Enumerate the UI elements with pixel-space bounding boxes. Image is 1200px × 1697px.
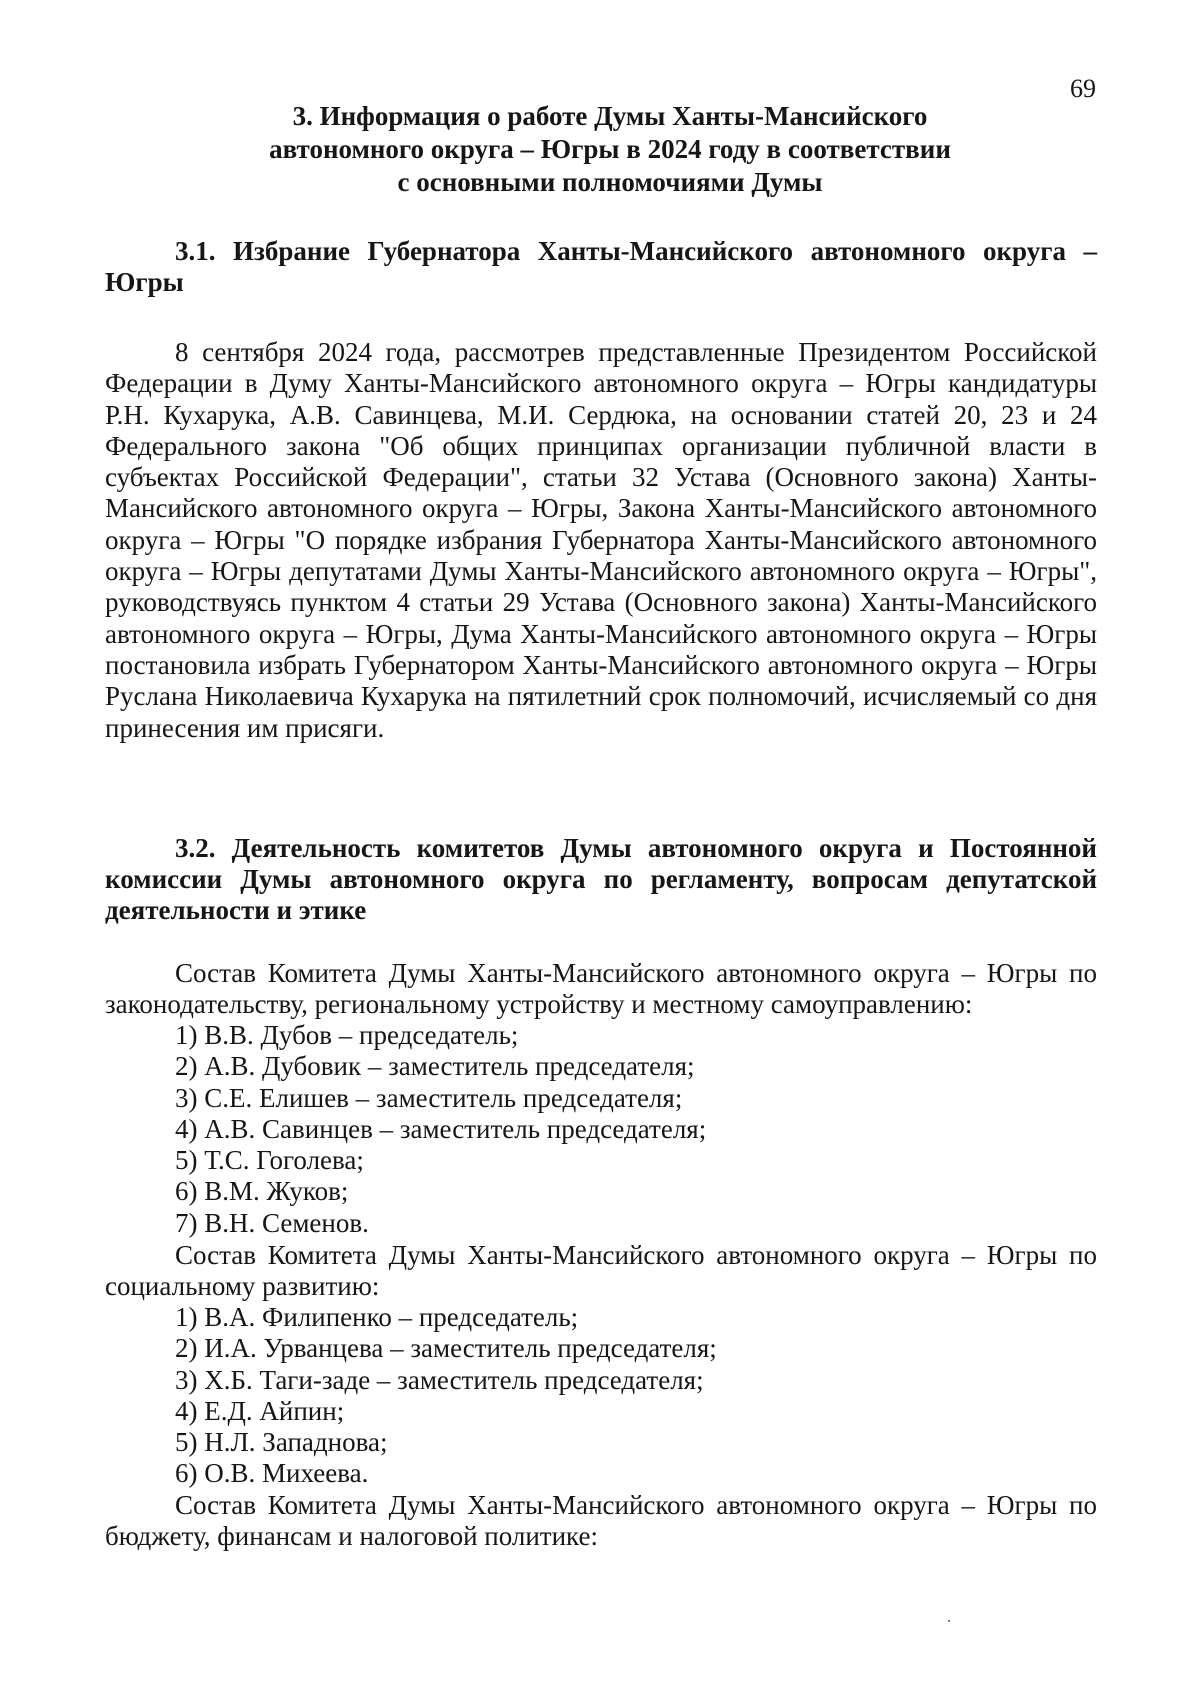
committee-intro-social: Состав Комитета Думы Ханты-Мансийского автономного округа – Югры по социальному развитию:: [105, 1240, 1097, 1302]
committee-member-list-legislation: [175, 1020, 706, 1239]
page-number: 69: [1070, 74, 1096, 103]
governor-election-paragraph: 8 сентября 2024 года, рассмотрев представленные Президентом Российской Федерации в Думу Ханты-Мансийского автономного округа – Югры кандидатуры Р.Н. Кухарука, А.В. Савинцева, М.И. Сердюка, на основании статей 20, 23 и 24 Федерального закона "Об общих принципах организации публичной власти в субъектах Российской Федерации", статьи 32 Устава (Основного закона) Ханты-Мансийского автономного округа – Югры, Закона Ханты-Мансийского автономного округа – Югры "О порядке избрания Губернатора Ханты-Мансийского автономного округа – Югры депутатами Думы Ханты-Мансийского автономного округа – Югры", руководствуясь пунктом 4 статьи 29 Устава (Основного закона) Ханты-Мансийского автономного округа – Югры, Дума Ханты-Мансийского автономного округа – Югры постановила избрать Губернатором Ханты-Мансийского автономного округа – Югры Руслана Николаевича Кухарука на пятилетний срок полномочий, исчисляемый со дня принесения им присяги.: [105, 337, 1097, 743]
subsection-heading-3-2: 3.2. Деятельность комитетов Думы автономного округа и Постоянной комиссии Думы автономного округа по регламенту, вопросам депутатской деятельности и этике: [105, 833, 1097, 925]
committee-member: 5) Н.Л. Западнова;: [175, 1427, 388, 1458]
section-title-line: автономного округа – Югры в 2024 году в соответствии: [269, 134, 951, 164]
scan-speck: [948, 1620, 950, 1622]
subsection-heading-3-1: 3.1. Избрание Губернатора Ханты-Мансийского автономного округа – Югры: [105, 236, 1097, 297]
section-title-line: с основными полномочиями Думы: [397, 167, 823, 197]
committee-intro-legislation: Состав Комитета Думы Ханты-Мансийского автономного округа – Югры по законодательству, региональному устройству и местному самоуправлению:: [105, 958, 1097, 1020]
committee-member: 1) В.А. Филипенко – председатель;: [175, 1302, 579, 1332]
section-title: [170, 100, 1050, 199]
committee-member: 6) В.М. Жуков;: [175, 1176, 349, 1207]
committee-member: 4) А.В. Савинцев – заместитель председателя;: [175, 1113, 707, 1144]
committee-member-list-social: [175, 1302, 717, 1490]
committee-member: 2) И.А. Урванцева – заместитель председателя;: [175, 1333, 717, 1364]
committee-member: 7) В.Н. Семенов.: [175, 1207, 369, 1238]
committee-member: 5) Т.С. Гоголева;: [175, 1145, 364, 1176]
committee-member: 3) С.Е. Елишев – заместитель председателя;: [175, 1082, 683, 1113]
committee-member: 3) Х.Б. Таги-заде – заместитель председателя;: [175, 1364, 704, 1395]
committee-intro-budget: Состав Комитета Думы Ханты-Мансийского автономного округа – Югры по бюджету, финансам и налоговой политике:: [105, 1490, 1097, 1552]
section-title-line: 3. Информация о работе Думы Ханты-Мансийского: [292, 101, 928, 131]
committee-member: 2) А.В. Дубовик – заместитель председателя;: [175, 1051, 695, 1082]
committee-member: 1) В.В. Дубов – председатель;: [175, 1020, 519, 1050]
committee-member: 6) О.В. Михеева.: [175, 1458, 369, 1489]
committee-member: 4) Е.Д. Айпин;: [175, 1395, 345, 1426]
